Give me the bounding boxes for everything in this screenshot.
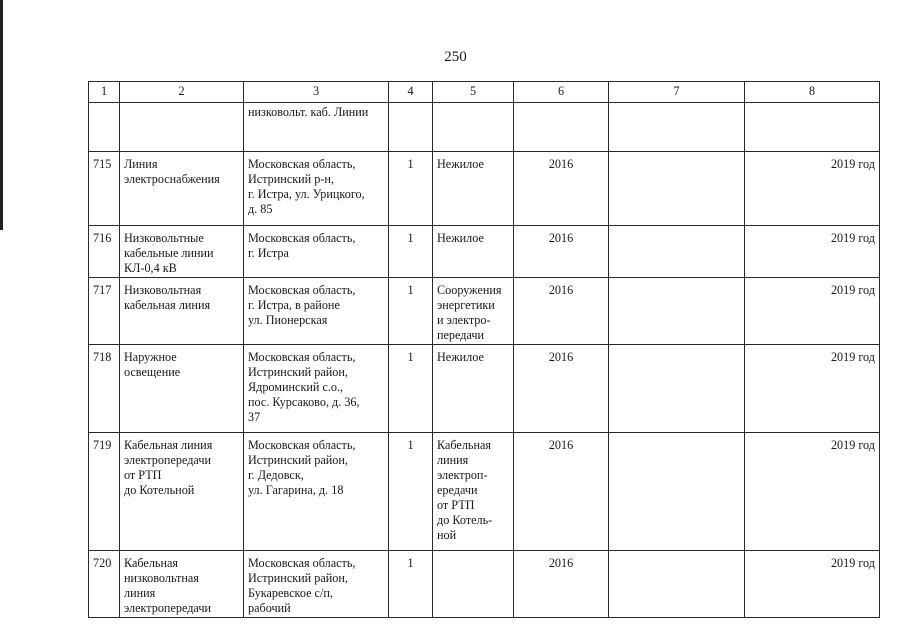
table-row: [89, 433, 880, 551]
cell-number: 720: [89, 551, 120, 618]
cell-year: 2016: [514, 433, 609, 551]
cell-year: 2016: [514, 551, 609, 618]
header-col-7: 7: [609, 82, 745, 103]
cell-address: низковольт. каб. Линии: [244, 103, 389, 152]
cell-number: [89, 103, 120, 152]
cell-col7: [609, 226, 745, 278]
table-row: [89, 551, 880, 618]
cell-name: Низковольтная кабельная линия: [120, 278, 244, 345]
cell-name: Низковольтные кабельные линии КЛ-0,4 кВ: [120, 226, 244, 278]
cell-quantity: 1: [389, 226, 433, 278]
cell-address: Московская область, Истринский район, Ядроминский с.о., пос. Курсаково, д. 36, 37: [244, 345, 389, 433]
cell-term: 2019 год: [745, 433, 880, 551]
cell-address: Московская область, Истринский р-н, г. Истра, ул. Урицкого, д. 85: [244, 152, 389, 226]
page-number: 250: [444, 49, 467, 65]
cell-year: [514, 103, 609, 152]
cell-year: 2016: [514, 226, 609, 278]
header-col-5: 5: [433, 82, 514, 103]
table-row: [89, 152, 880, 226]
cell-quantity: 1: [389, 433, 433, 551]
cell-year: 2016: [514, 278, 609, 345]
cell-address: Московская область, г. Истра, в районе ул. Пионерская: [244, 278, 389, 345]
header-col-6: 6: [514, 82, 609, 103]
cell-address: Московская область, г. Истра: [244, 226, 389, 278]
cell-number: 715: [89, 152, 120, 226]
cell-type: [433, 551, 514, 618]
cell-term: 2019 год: [745, 278, 880, 345]
cell-number: 716: [89, 226, 120, 278]
header-col-2: 2: [120, 82, 244, 103]
cell-type: Нежилое: [433, 152, 514, 226]
cell-col7: [609, 103, 745, 152]
cell-type: Кабельная линия электроп- ередачи от РТП до Котель- ной: [433, 433, 514, 551]
cell-quantity: 1: [389, 152, 433, 226]
table-row: [89, 103, 880, 152]
cell-quantity: 1: [389, 278, 433, 345]
cell-type: Нежилое: [433, 345, 514, 433]
cell-address: Московская область, Истринский район, г. Дедовск, ул. Гагарина, д. 18: [244, 433, 389, 551]
cell-name: Кабельная линия электропередачи от РТП до Котельной: [120, 433, 244, 551]
cell-quantity: 1: [389, 345, 433, 433]
cell-term: 2019 год: [745, 551, 880, 618]
header-col-8: 8: [745, 82, 880, 103]
cell-type: Нежилое: [433, 226, 514, 278]
header-col-1: 1: [89, 82, 120, 103]
cell-term: 2019 год: [745, 152, 880, 226]
cell-col7: [609, 433, 745, 551]
cell-address: Московская область, Истринский район, Букаревское с/п, рабочий: [244, 551, 389, 618]
table-row: [89, 278, 880, 345]
cell-col7: [609, 551, 745, 618]
cell-name: Наружное освещение: [120, 345, 244, 433]
cell-quantity: 1: [389, 551, 433, 618]
header-col-4: 4: [389, 82, 433, 103]
table-row: [89, 345, 880, 433]
cell-col7: [609, 152, 745, 226]
cell-type: [433, 103, 514, 152]
cell-term: [745, 103, 880, 152]
cell-year: 2016: [514, 152, 609, 226]
cell-name: Линия электроснабжения: [120, 152, 244, 226]
cell-term: 2019 год: [745, 345, 880, 433]
cell-name: [120, 103, 244, 152]
cell-number: 719: [89, 433, 120, 551]
cell-term: 2019 год: [745, 226, 880, 278]
table-row: [89, 226, 880, 278]
cell-col7: [609, 345, 745, 433]
header-row: [89, 82, 880, 103]
cell-year: 2016: [514, 345, 609, 433]
cell-name: Кабельная низковольтная линия электропередачи: [120, 551, 244, 618]
registry-table: [88, 81, 880, 618]
scan-edge-mark: [0, 0, 3, 230]
cell-type: Сооружения энергетики и электро- передачи: [433, 278, 514, 345]
cell-quantity: [389, 103, 433, 152]
cell-col7: [609, 278, 745, 345]
header-col-3: 3: [244, 82, 389, 103]
cell-number: 717: [89, 278, 120, 345]
cell-number: 718: [89, 345, 120, 433]
